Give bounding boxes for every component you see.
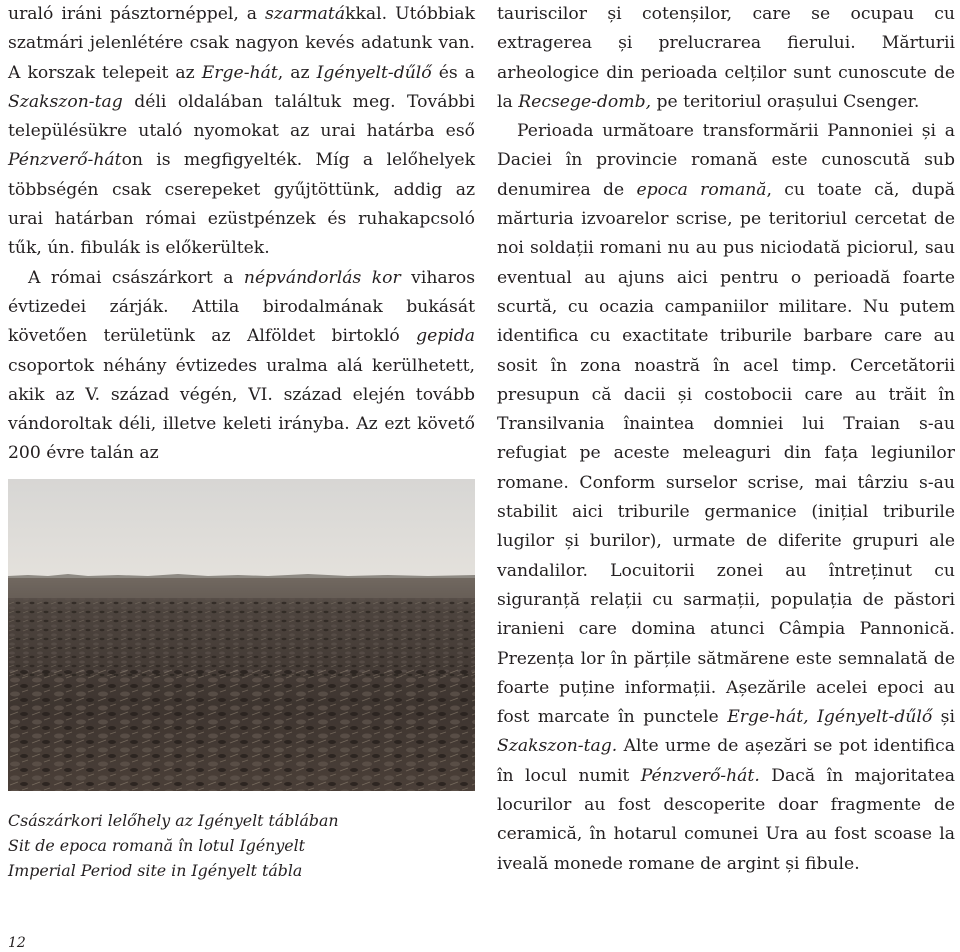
italic-run: Igényelt-dűlő bbox=[316, 62, 432, 83]
italic-run: Erge-hát bbox=[201, 62, 278, 83]
paragraph bbox=[497, 0, 955, 117]
italic-run: népvándorlás kor bbox=[243, 267, 401, 288]
text-run: , cu toate că, după mărturia izvoarelor scrise, pe teritoriul cercetat de noi soldații romani nu au pus niciodată piciorul, sau eventual au ajuns aici pentru o perioadă foarte scurtă, cu ocazia campaniilor militare. Nu putem identifica cu exactitate triburile barbare care au sosit în zona noastră în acel timp. Cercetătorii presupun că dacii și costobocii care au trăit în Transilvania înaintea domniei lui Traian s-au refugiat pe aceste meleaguri din fața legiunilor romane. Conform surselor scrise, mai târziu s-au stabilit aici triburile germanice (inițial triburile lugilor și burilor), urmate de diferite grupuri ale vandalilor. Locuitorii zonei au întreținut cu siguranță relații cu sarmații, populația de păstori iranieni care domina atunci Câmpia Pannonică. Prezența lor în părțile sătmărene este semnalată de foarte puține informații. Așezările acelei epoci au fost marcate în punctele bbox=[497, 179, 955, 728]
caption-hungarian: Császárkori lelőhely az Igényelt táblában bbox=[8, 811, 339, 830]
text-run: și bbox=[932, 707, 955, 728]
plowed-field-image bbox=[8, 479, 475, 791]
italic-run: epoca romană bbox=[636, 179, 767, 200]
italic-run: gepida bbox=[416, 326, 475, 347]
caption-romanian: Sit de epoca romană în lotul Igényelt bbox=[8, 836, 306, 855]
text-run: uraló iráni pásztornéppel, a bbox=[8, 4, 266, 24]
text-run: és a bbox=[431, 62, 475, 83]
italic-run: Pénzverő-hát bbox=[8, 150, 122, 171]
italic-run: Szakszon-tag. bbox=[497, 736, 618, 757]
text-run: csoportok néhány évtizedes uralma alá kerülhetett, akik az V. század végén, VI. század elején tovább vándoroltak déli, illetve keleti irányba. Az ezt követő 200 évre talán az bbox=[8, 355, 475, 464]
text-run: déli oldalában találtuk meg. További településükre utaló nyomokat az urai határba eső bbox=[8, 91, 475, 142]
paragraph bbox=[8, 0, 475, 264]
text-run: Perioada următoare transformării Pannoniei și a Daciei în provincie romană este cunoscută sub denumirea de bbox=[497, 121, 955, 200]
left-column bbox=[8, 0, 475, 469]
field-photo bbox=[8, 479, 475, 791]
italic-run: Erge-hát, Igényelt-dűlő bbox=[727, 707, 933, 728]
caption-english: Imperial Period site in Igényelt tábla bbox=[8, 861, 303, 880]
text-run: kkal. Utóbbiak szatmári jelenlétére csak nagyon kevés adatunk van. A korszak telepeit az bbox=[8, 4, 475, 83]
italic-run: szarmatá bbox=[265, 4, 346, 24]
text-run: , az bbox=[277, 62, 317, 83]
italic-run: Szakszon-tag bbox=[8, 91, 123, 112]
italic-run: Recsege-domb, bbox=[518, 91, 652, 112]
italic-run: Pénzverő-hát. bbox=[640, 765, 760, 786]
text-run: tauriscilor și cotenșilor, care se ocupau cu extragerea și prelucrarea fierului. Mărturii arheologice din perioada celților sunt cunoscute de la bbox=[497, 4, 955, 112]
page-number: 12 bbox=[8, 935, 26, 951]
text-run: A római császárkort a bbox=[28, 267, 244, 288]
text-run: Alte urme de așezări se pot identifica în locul numit bbox=[497, 736, 955, 786]
text-run: viharos évtizedei zárják. Attila birodalmának bukását követően területünk az Alföldet birtokló bbox=[8, 267, 476, 347]
text-run: Dacă în majoritatea locurilor au fost descoperite doar fragmente de ceramică, în hotarul comunei Ura au fost scoase la iveală monede romane de argint și fibule. bbox=[497, 765, 955, 874]
right-column bbox=[497, 0, 955, 879]
paragraph bbox=[8, 264, 475, 469]
paragraph bbox=[497, 117, 955, 879]
text-run: pe teritoriul orașului Csenger. bbox=[651, 91, 920, 112]
photo-caption bbox=[8, 808, 475, 883]
text-run: on is megfigyelték. Míg a lelőhelyek többségén csak cserepeket gyűjtöttünk, addig az urai határban római ezüstpénzek és ruhakapcsoló tűk, ún. fibulák is előkerültek. bbox=[8, 150, 475, 259]
